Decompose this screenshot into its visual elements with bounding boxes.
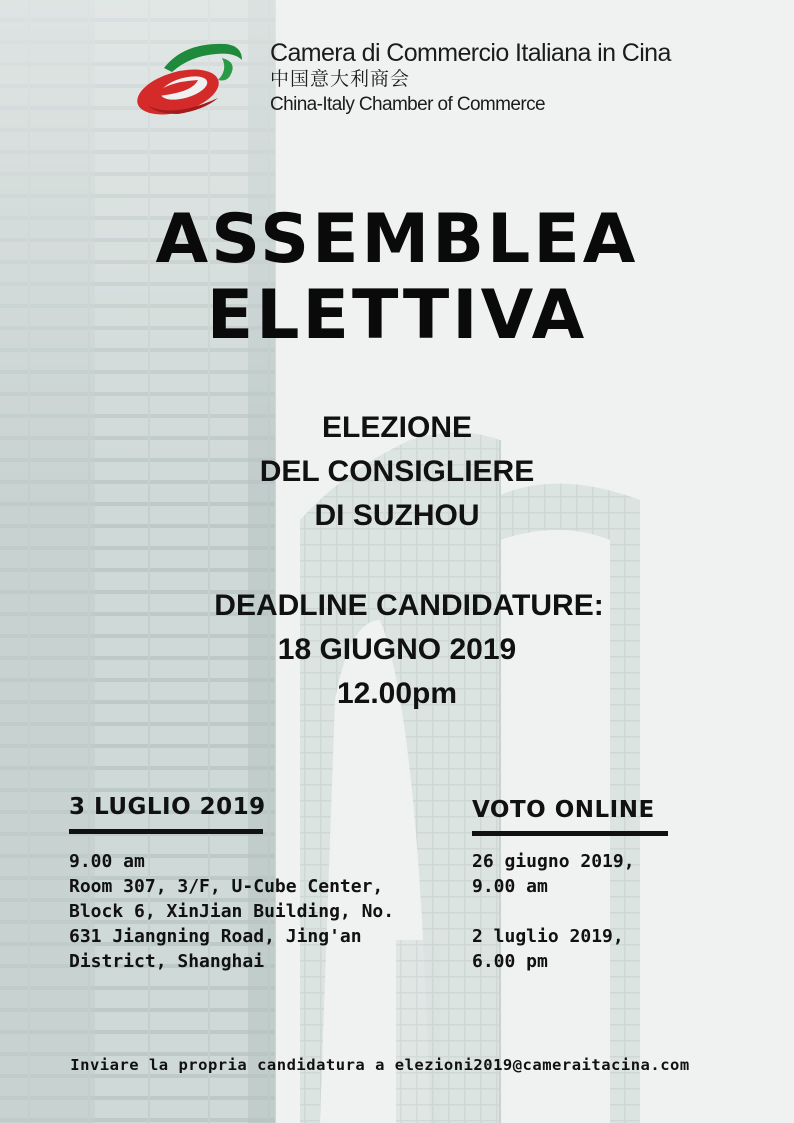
chamber-logo <box>134 36 246 118</box>
online-vote-heading: VOTO ONLINE <box>472 797 655 823</box>
deadline-time: 12.00pm <box>336 677 458 710</box>
online-vote-line <box>472 899 635 924</box>
assembly-heading-underline <box>69 829 263 834</box>
assembly-line: Room 307, 3/F, U-Cube Center, <box>69 876 384 897</box>
online-vote-line: 2 luglio 2019, <box>472 926 624 947</box>
assembly-line: 9.00 am <box>69 851 145 872</box>
deadline-heading: DEADLINE CANDIDATURE: <box>214 589 604 622</box>
footer-submission-instructions: Inviare la propria candidatura a elezioni2019@cameraitacina.com <box>70 1056 690 1074</box>
online-vote-heading-underline <box>472 831 668 836</box>
organization-name-english: China-Italy Chamber of Commerce <box>270 94 545 115</box>
assembly-date-heading: 3 LUGLIO 2019 <box>69 794 266 820</box>
assembly-line: District, Shanghai <box>69 951 265 972</box>
organization-name-chinese: 中国意大利商会 <box>270 69 411 90</box>
subtitle-line-1: ELEZIONE <box>321 411 472 444</box>
subtitle-line-2: DEL CONSIGLIERE <box>259 455 535 488</box>
assembly-line: 631 Jiangning Road, Jing'an <box>69 926 362 947</box>
title-line-2: ELETTIVA <box>206 276 588 355</box>
assembly-details <box>69 849 394 974</box>
online-vote-line: 9.00 am <box>472 876 548 897</box>
deadline-date: 18 GIUGNO 2019 <box>277 633 517 666</box>
subtitle-line-3: DI SUZHOU <box>314 499 480 532</box>
online-vote-line: 6.00 pm <box>472 951 548 972</box>
title-line-1: ASSEMBLEA <box>155 200 639 279</box>
organization-name-block <box>270 38 671 118</box>
online-vote-details <box>472 849 635 974</box>
online-vote-line: 26 giugno 2019, <box>472 851 635 872</box>
assembly-line: Block 6, XinJian Building, No. <box>69 901 395 922</box>
organization-name-italian: Camera di Commercio Italiana in Cina <box>270 39 671 67</box>
